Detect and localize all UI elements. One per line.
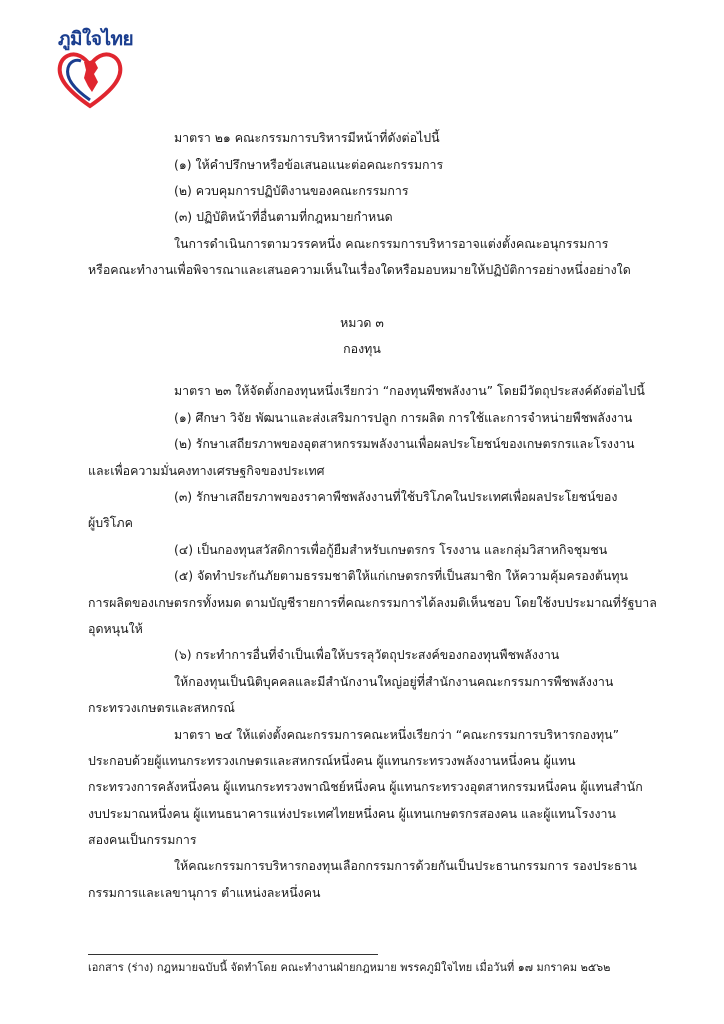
heart-map-icon bbox=[54, 48, 126, 110]
section-21-paragraph: ในการดำเนินการตามวรรคหนึ่ง คณะกรรมการบริหารอาจแต่งตั้งคณะอนุกรรมการ bbox=[174, 236, 609, 251]
section-23-item-1: (๑) ศึกษา วิจัย พัฒนาและส่งเสริมการปลูก การผลิต การใช้และการจำหน่ายพืชพลังงาน bbox=[174, 410, 633, 425]
section-23-item-2: (๒) รักษาเสถียรภาพของอุตสาหกรรมพลังงานเพื่อผลประโยชน์ของเกษตรกรและโรงงาน bbox=[174, 436, 635, 451]
section-23-paragraph: ให้กองทุนเป็นนิติบุคคลและมีสำนักงานใหญ่อยู่ที่สำนักงานคณะกรรมการพืชพลังงาน bbox=[174, 674, 614, 689]
chapter-number: หมวด ๓ bbox=[340, 315, 384, 330]
section-23-item-4: (๔) เป็นกองทุนสวัสดิการเพื่อกู้ยืมสำหรับเกษตรกร โรงงาน และกลุ่มวิสาหกิจชุมชน bbox=[174, 542, 608, 557]
logo-text: ภูมิใจไทย bbox=[58, 28, 134, 50]
section-23-item-2-cont: และเพื่อความมั่นคงทางเศรษฐกิจของประเทศ bbox=[88, 463, 325, 478]
section-21-paragraph-cont: หรือคณะทำงานเพื่อพิจารณาและเสนอความเห็นในเรื่องใดหรือมอบหมายให้ปฏิบัติการอย่างหนึ่งอย่างใด bbox=[88, 262, 631, 277]
section-23-item-5-cont-2: อุดหนุนให้ bbox=[88, 621, 143, 636]
section-21-item-2: (๒) ควบคุมการปฏิบัติงานของคณะกรรมการ bbox=[174, 183, 409, 198]
section-24-line-5: สองคนเป็นกรรมการ bbox=[88, 832, 197, 847]
section-24-line-2: ประกอบด้วยผู้แทนกระทรวงเกษตรและสหกรณ์หนึ่งคน ผู้แทนกระทรวงพลังงานหนึ่งคน ผู้แทน bbox=[88, 753, 576, 768]
section-23-item-5-cont: การผลิตของเกษตรกรทั้งหมด ตามบัญชีรายการที่คณะกรรมการได้ลงมติเห็นชอบ โดยใช้งบประมาณที่รัฐบาล bbox=[88, 595, 657, 610]
section-24-paragraph: ให้คณะกรรมการบริหารกองทุนเลือกกรรมการด้วยกันเป็นประธานกรรมการ รองประธาน bbox=[174, 858, 637, 873]
section-23-paragraph-cont: กระทรวงเกษตรและสหกรณ์ bbox=[88, 700, 235, 715]
section-23-item-3: (๓) รักษาเสถียรภาพของราคาพืชพลังงานที่ใช้บริโภคในประเทศเพื่อผลประโยชน์ของ bbox=[174, 489, 618, 504]
section-23-item-6: (๖) กระทำการอื่นที่จำเป็นเพื่อให้บรรลุวัตถุประสงค์ของกองทุนพืชพลังงาน bbox=[174, 647, 560, 662]
section-23-heading: มาตรา ๒๓ ให้จัดตั้งกองทุนหนึ่งเรียกว่า “กองทุนพืชพลังงาน” โดยมีวัตถุประสงค์ดังต่อไปนี้ bbox=[174, 383, 645, 398]
footnote: เอกสาร (ร่าง) กฎหมายฉบับนี้ จัดทำโดย คณะทำงานฝ่ายกฎหมาย พรรคภูมิใจไทย เมื่อวันที่ ๑๗ มกราคม ๒๕๖๒ bbox=[88, 961, 611, 974]
chapter-title: กองทุน bbox=[343, 341, 381, 356]
section-21-heading: มาตรา ๒๑ คณะกรรมการบริหารมีหน้าที่ดังต่อไปนี้ bbox=[174, 130, 440, 145]
section-23-item-5: (๕) จัดทำประกันภัยตามธรรมชาติให้แก่เกษตรกรที่เป็นสมาชิก ให้ความคุ้มครองต้นทุน bbox=[174, 568, 629, 583]
party-logo bbox=[52, 20, 132, 112]
section-24-heading: มาตรา ๒๔ ให้แต่งตั้งคณะกรรมการคณะหนึ่งเรียกว่า “คณะกรรมการบริหารกองทุน” bbox=[174, 727, 620, 742]
section-24-paragraph-cont: กรรมการและเลขานุการ ตำแหน่งละหนึ่งคน bbox=[88, 885, 321, 900]
section-21-item-1: (๑) ให้คำปรึกษาหรือข้อเสนอแนะต่อคณะกรรมการ bbox=[174, 157, 444, 172]
section-24-line-4: งบประมาณหนึ่งคน ผู้แทนธนาคารแห่งประเทศไทยหนึ่งคน ผู้แทนเกษตรกรสองคน และผู้แทนโรงงาน bbox=[88, 806, 616, 821]
footnote-divider bbox=[88, 954, 378, 955]
section-21-item-3: (๓) ปฏิบัติหน้าที่อื่นตามที่กฎหมายกำหนด bbox=[174, 209, 393, 224]
section-23-item-3-cont: ผู้บริโภค bbox=[88, 515, 133, 530]
section-24-line-3: กระทรวงการคลังหนึ่งคน ผู้แทนกระทรวงพาณิชย์หนึ่งคน ผู้แทนกระทรวงอุตสาหกรรมหนึ่งคน ผู้แทนสำนัก bbox=[88, 779, 643, 794]
